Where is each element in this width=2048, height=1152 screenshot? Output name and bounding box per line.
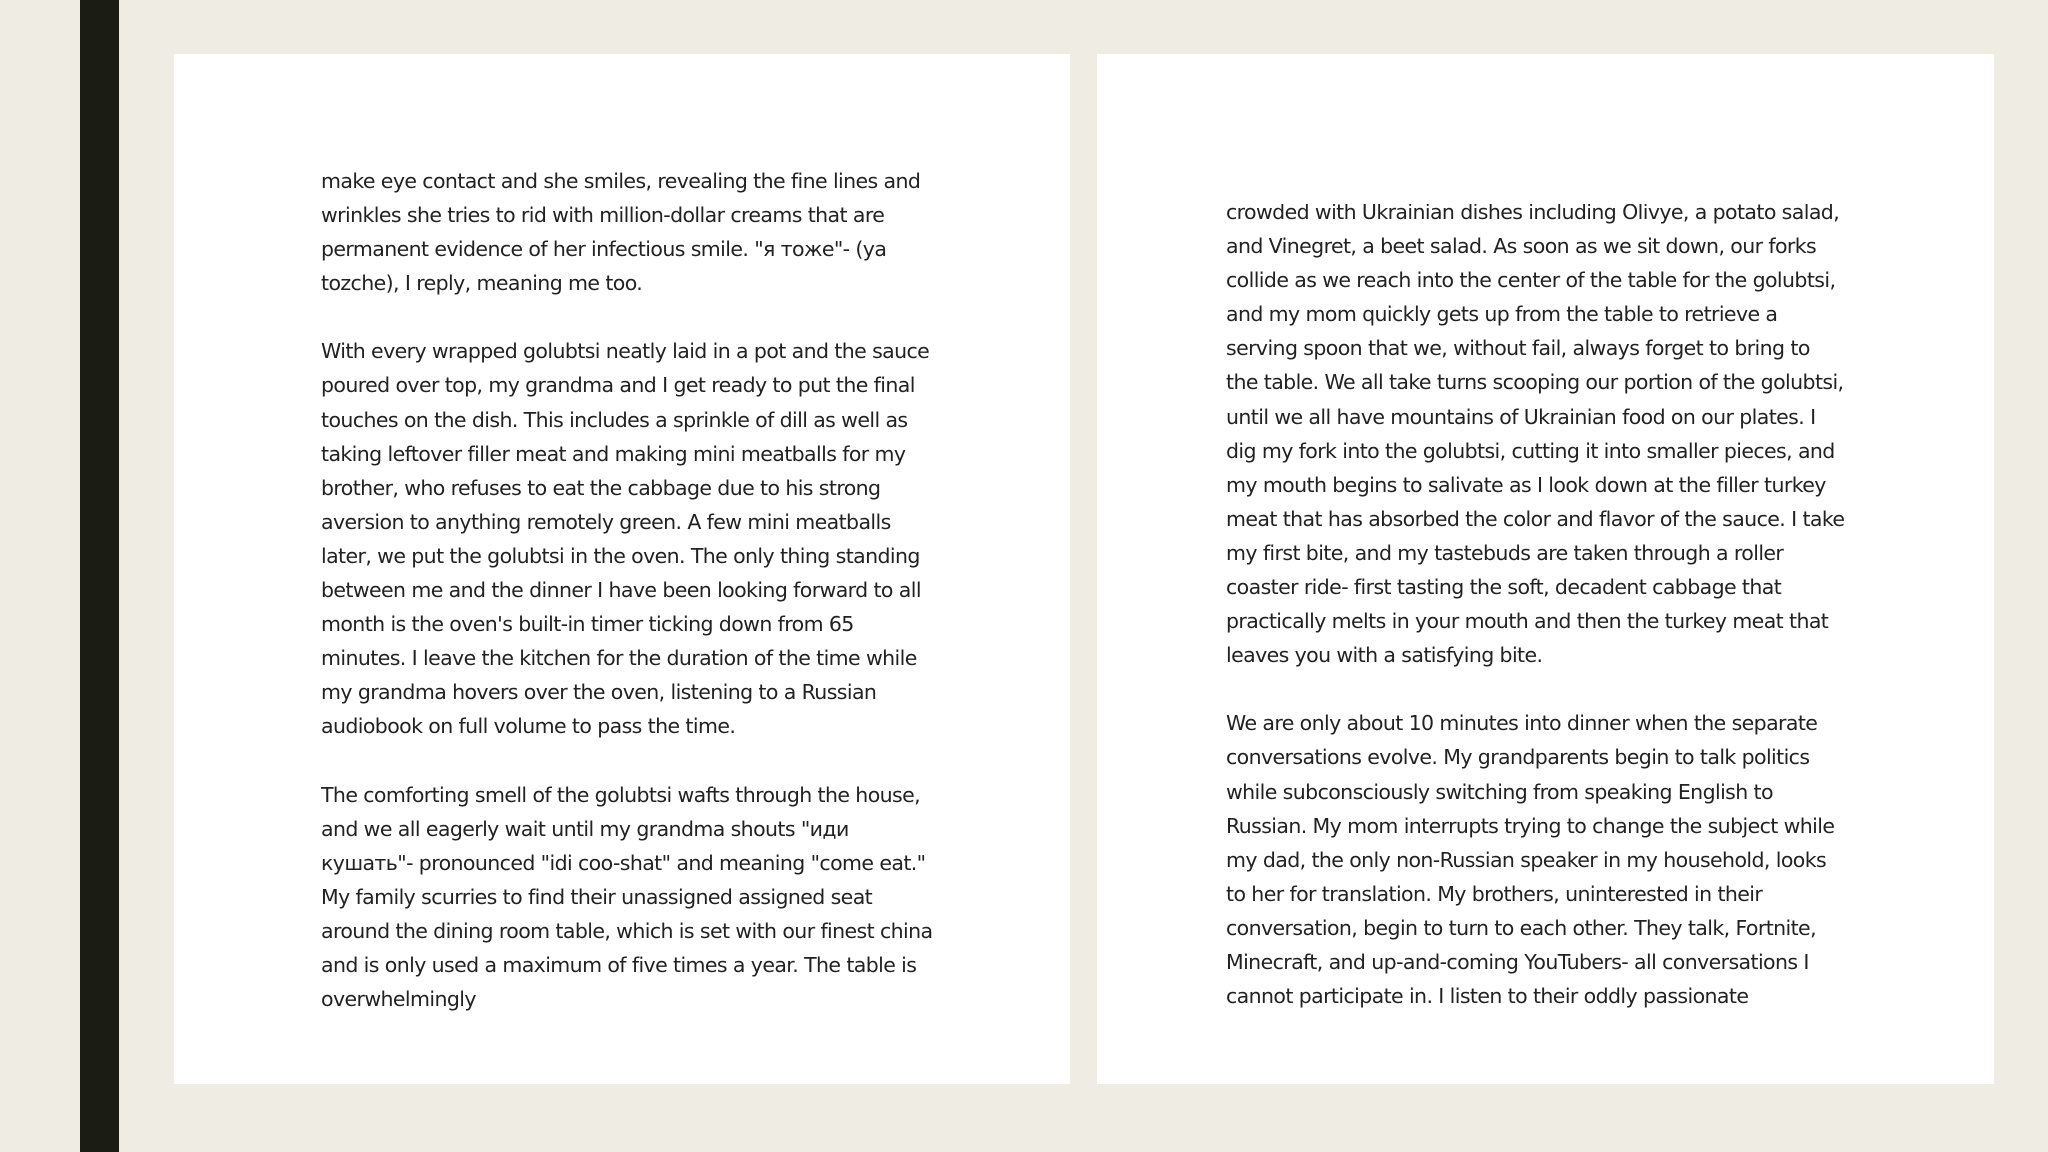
- text-body-right: [1226, 204, 1846, 1030]
- text-viewport-right: [1226, 204, 1866, 1030]
- text-viewport-left: [321, 164, 961, 1034]
- paragraph: With every wrapped golubtsi neatly laid in a pot and the sauce poured over top, my grandma and I get ready to put the final touches on the dish. This includes a sprinkle of dill as well as taking leftover filler meat and making mini meatballs for my brother, who refuses to eat the cabbage due to his strong aversion to anything remotely green. A few mini meatballs later, we put the golubtsi in the oven. The only thing standing between me and the dinner I have been looking forward to all month is the oven's built-in timer ticking down from 65 minutes. I leave the kitchen for the duration of the time while my grandma hovers over the oven, listening to a Russian audiobook on full volume to pass the time.: [321, 339, 930, 739]
- paragraph: We are only about 10 minutes into dinner when the separate conversations evolve. My grandparents begin to talk politics while subconsciously switching from speaking English to Russian. My mom interrupts trying to change the subject while my dad, the only non-Russian speaker in my household, looks to her for translation. My brothers, uninterested in their conversation, begin to turn to each other. They talk, Fortnite, Minecraft, and up-and-coming YouTubers- all conversations I cannot participate in. I listen to their oddly passionate: [1226, 711, 1835, 1009]
- side-accent-bar: [80, 0, 119, 1152]
- page-left: [174, 54, 1070, 1084]
- text-frame-right[interactable]: [1226, 154, 1866, 1038]
- text-frame-left[interactable]: [321, 164, 961, 1036]
- page-right: [1097, 54, 1994, 1084]
- text-body-left: [321, 164, 941, 1034]
- paragraph: crowded with Ukrainian dishes including Olivye, a potato salad, and Vinegret, a beet salad. As soon as we sit down, our forks collide as we reach into the center of the table for the golubtsi, and my mom quickly gets up from the table to retrieve a serving spoon that we, without fail, always forget to bring to the table. We all take turns scooping our portion of the golubtsi, until we all have mountains of Ukrainian food on our plates. I dig my fork into the golubtsi, cutting it into smaller pieces, and my mouth begins to salivate as I look down at the filler turkey meat that has absorbed the color and flavor of the sauce. I take my first bite, and my tastebuds are taken through a roller coaster ride- first tasting the soft, decadent cabbage that practically melts in your mouth and then the turkey meat that leaves you with a satisfying bite.: [1226, 204, 1845, 668]
- paragraph: make eye contact and she smiles, revealing the fine lines and wrinkles she tries to rid with million-dollar creams that are permanent evidence of her infectious smile. "я тоже"- (ya tozche), I reply, meaning me too.: [321, 169, 921, 296]
- paragraph: The comforting smell of the golubtsi wafts through the house, and we all eagerly wait until my grandma shouts "иди кушать"- pronounced "idi coo-shat" and meaning "come eat." My family scurries to find their unassigned assigned seat around the dining room table, which is set with our finest china and is only used a maximum of five times a year. The table is overwhelmingly: [321, 782, 933, 1012]
